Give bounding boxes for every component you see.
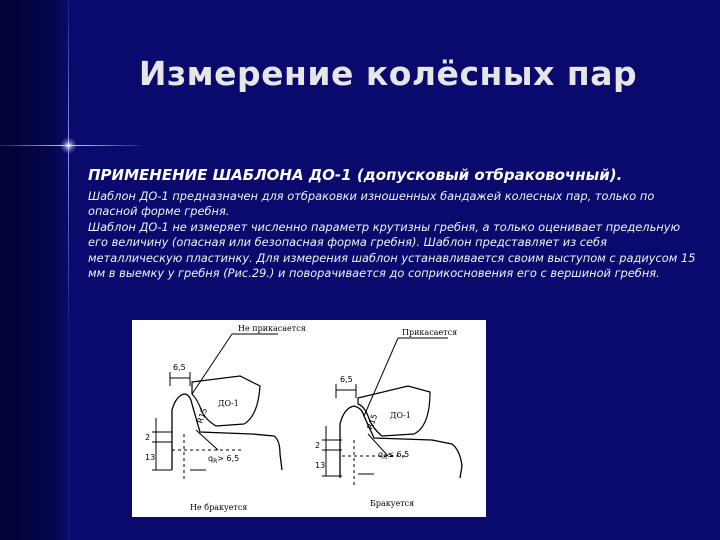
left-q-label: $q_R> 6,5$: [208, 454, 240, 465]
left-dim-vertical-2: 13: [145, 453, 156, 462]
body-text: [88, 189, 698, 281]
left-radius: R15: [195, 406, 210, 425]
paragraph-description: Шаблон ДО-1 не измеряет численно параметр крутизны гребня, а только оценивает предельную его величину (опасная или безопасная форма гребня). Шаблон представляет из себя металлическую пластинку. Для измерения шаблон устанавливается своим выступом с радиусом 15 мм в выемку у гребня (Рис.29.) и поворачивается до соприкосновения его с вершиной гребня.: [88, 219, 696, 281]
right-q-label: $q_R\le 6,5$: [378, 450, 410, 461]
left-template-label: ДО-1: [218, 399, 239, 408]
decorative-vertical-line: [68, 0, 69, 540]
right-dim-top: 6,5: [340, 375, 353, 384]
left-dim-top: 6,5: [173, 363, 186, 372]
paragraph-purpose: Шаблон ДО-1 предназначен для отбраковки изношенных бандажей колесных пар, только по опасной форме гребня.: [88, 189, 655, 219]
template-diagram-figure: [132, 320, 486, 517]
sparkle-icon: [60, 137, 77, 154]
right-caption: Бракуется: [370, 499, 415, 508]
right-dim-vertical-2: 13: [315, 461, 326, 470]
left-callout: Не прикасается: [238, 324, 306, 333]
right-callout: Прикасается: [402, 328, 458, 337]
left-dim-vertical-1: 2: [145, 433, 151, 442]
right-radius: R15: [365, 412, 380, 431]
template-diagram: [132, 320, 486, 517]
slide-title: Измерение колёсных пар: [138, 54, 638, 93]
left-caption: Не бракуется: [190, 503, 248, 512]
background-left-panel: [0, 0, 70, 540]
section-heading: ПРИМЕНЕНИЕ ШАБЛОНА ДО-1 (допусковый отбраковочный).: [88, 166, 623, 184]
right-dim-vertical-1: 2: [315, 441, 321, 450]
right-template-label: ДО-1: [390, 411, 411, 420]
